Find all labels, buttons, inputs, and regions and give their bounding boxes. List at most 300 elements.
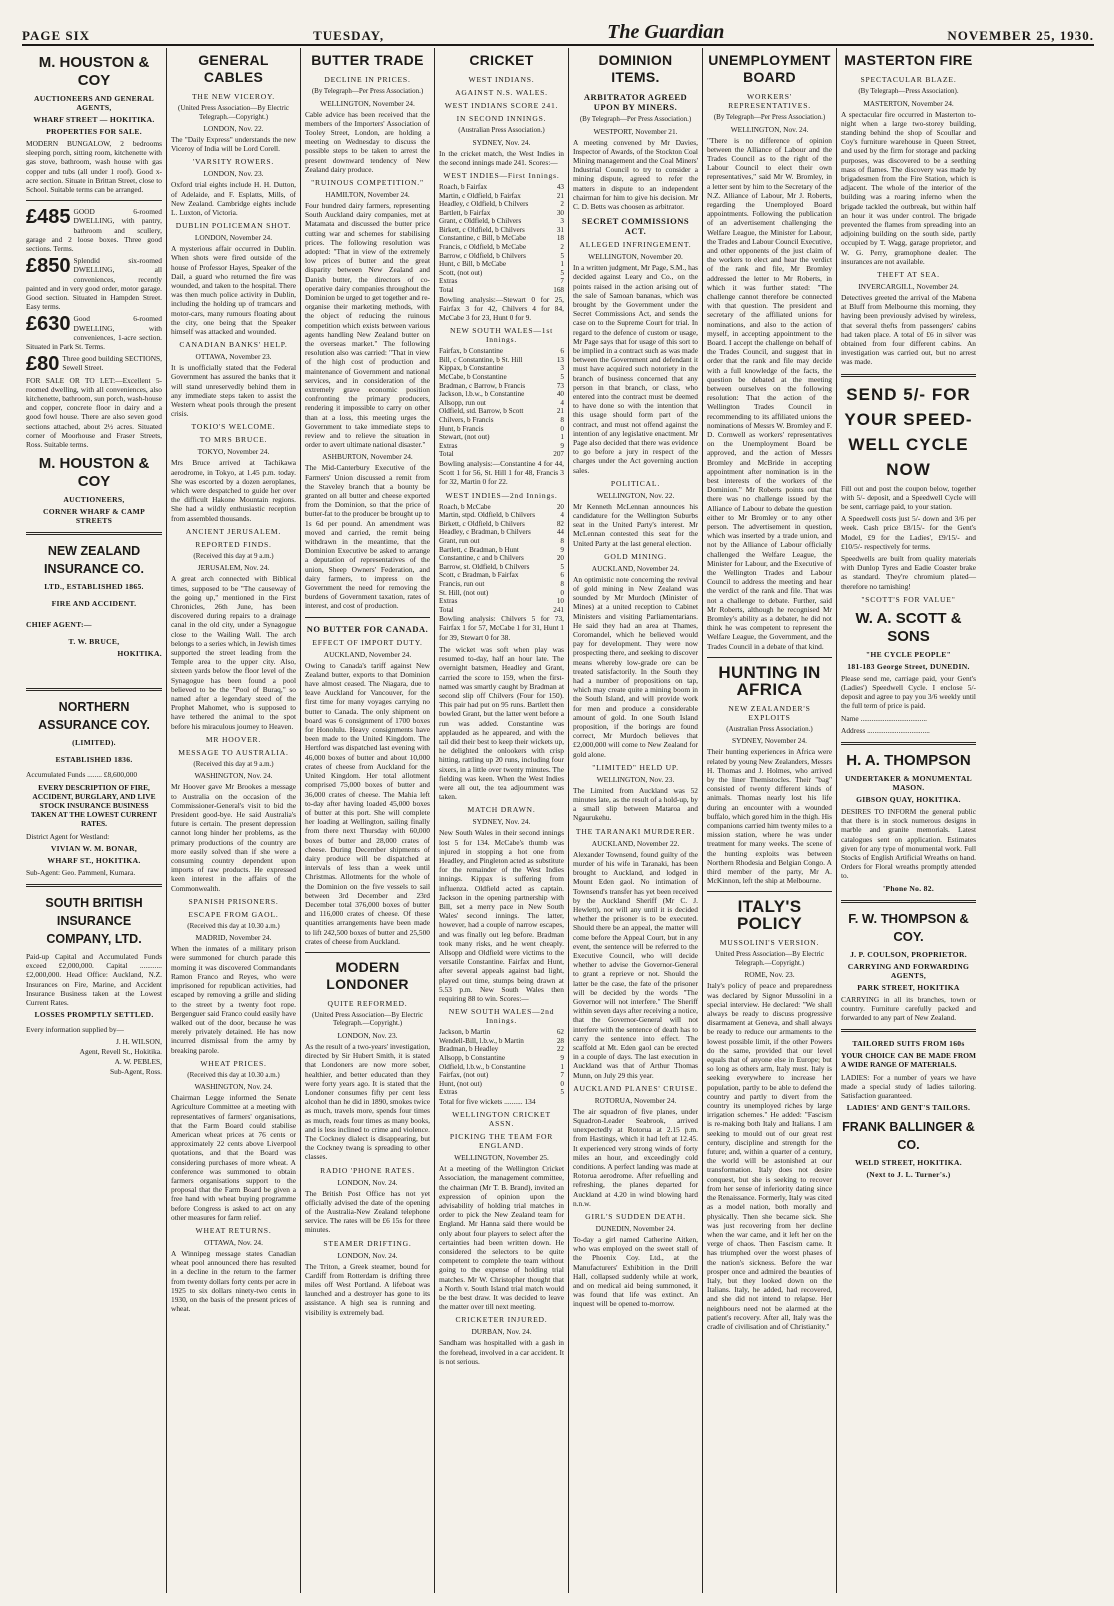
subhead: WEST INDIANS. [468, 75, 535, 84]
batsman-entry: Allsopp, b Constantine [439, 1053, 506, 1062]
dateline: LONDON, Nov. 22. [203, 124, 264, 133]
scorecard-row [439, 433, 564, 442]
houston-corner-address: CORNER WHARF & CAMP STREETS [42, 507, 146, 526]
article-text: Mrs Bruce arrived at Tachikawa aerodrome, in Tokyo, at 1.45 p.m. today. She was escorted by a dozen aeroplanes, which were despatched to guide her over the difficult Hakone Mountain regions. She had a wildly enthusiastic reception from assembled thousands. [171, 458, 296, 523]
article-text: At a meeting of the Wellington Cricket Association, the management committee, the chairman (Mr T. B. Brand), invited an expression of opinion upon the advisability of holding trial matches in order to pick the New Zealand team for England. Mr Hanna said there would be only about four players to select after the certainties had been written down. He considered the selectors to be quite competent to complete the team without going to the expense of holding trial matches. Mr W. Christopher thought that a North v. South Island trial match would be the best draw. It was decided to leave the matter over till next meeting. [439, 1164, 564, 1312]
dateline: WELLINGTON, Nov. 24. [730, 124, 809, 134]
article-text: A Winnipeg message states Canadian wheat pool announced there has resulted in a decline in the return to the farmer from twenty dollars forty cents per acre in 1925 to six dollars ninety-two cents in 1930, on the basis of the present prices of wheat. [171, 1249, 296, 1314]
batsman-entry: McCabe, b Constantine [439, 373, 507, 382]
northern-assurance-title: NORTHERN ASSURANCE COY. [38, 700, 150, 733]
dateline: WASHINGTON, Nov. 24. [194, 1082, 273, 1092]
column-butter-trade [300, 48, 434, 1593]
scorecard-row [439, 450, 564, 459]
ha-thompson-address: GIBSON QUAY, HOKITIKA. [856, 795, 961, 805]
subhead: ARBITRATOR AGREED UPON BY MINERS. [583, 92, 688, 112]
column-cricket [434, 48, 568, 1593]
article-text: Oxford trial eights include H. H. Dutton, of Adelaide, and F. Esplatts, Mills, of New Zealand. Cambridge eights include L. Luxton, of Victoria. [171, 180, 296, 218]
batsman-entry: Constantine, c and b Chilvers [439, 554, 524, 563]
dateline: LONDON, Nov. 23. [337, 1030, 398, 1040]
batsman-entry: Jackson, b Martin [439, 1028, 491, 1037]
dateline: OTTAWA, November 23. [195, 352, 272, 362]
district-agent-label: District Agent for Westland: [26, 831, 110, 841]
batsman-runs: 168 [553, 286, 564, 295]
article-text: Mr Hoover gave Mr Brookes a message to Australia on the occasion of the Commissioner-General's visit to bid the President good-bye. He said Australia's future is certain. The present depression cannot long hinder her problems, as the primary productions of the country are more easily solved than if she were a consuming country dependent upon imports of raw products. He expressed keen interest in the affairs of the Commonwealth. [171, 782, 296, 893]
batsman-entry: St. Hill, (not out) [439, 588, 489, 597]
ha-thompson-trade: UNDERTAKER & MONUMENTAL MASON. [844, 774, 972, 793]
subhead: SPECTACULAR BLAZE. [860, 75, 957, 84]
ballinger-address: WELD STREET, HOKITIKA. [855, 1158, 962, 1168]
scorecard-row [439, 1063, 564, 1072]
newspaper-page [22, 48, 1094, 1593]
batsman-entry: Extras [439, 1088, 458, 1097]
speedwell-ad-line: SEND 5/- FOR [846, 384, 971, 404]
batsman-entry: Headley, c Bradman, b Chilvers [439, 528, 531, 537]
press-credit: United Press Association—By Electric Telegraph.—Copyright.) [715, 950, 824, 967]
italys-policy-heading: ITALY'S POLICY [736, 897, 803, 934]
bungalow-listing: MODERN BUNGALOW, 2 bedrooms sleeping porch, sitting room, kitchenette with gas stove, bathroom, wash house with gas copper and tubs (all under 1 roof). Good x-acre section. Situate in Brittan Street, close to School. Suitable terms can be arranged. [26, 139, 162, 195]
ha-thompson-text: DESIRES TO INFORM the general public that there is in stock numerous designs in marble and granite memorials. Latest catalogues sent on application. Estimates given for any type of monumental work. Full Stocks of English Artificial Wreaths on hand. Orders for Floral wreaths promptly attended to. [841, 807, 976, 881]
article-text: Cable advice has been received that the members of the Importers' Association of Tooley Street, London, are holding a meeting on Wednesday to discuss the possible steps to be taken to arrest the present downward tendency of New Zealand dairy produce. [305, 109, 430, 174]
subhead: "LIMITED" HELD UP. [592, 762, 679, 772]
subhead: ESCAPE FROM GAOL. [188, 909, 279, 919]
batsman-entry: Constantine, c Bill, b McCabe [439, 234, 527, 243]
scorecard-row [439, 364, 564, 373]
page-number: PAGE SIX [22, 28, 91, 43]
scorecard-row [439, 373, 564, 382]
scorecard-row [439, 356, 564, 365]
press-credit: (By Telegraph—Per Press Association.) [311, 87, 424, 95]
article-text: The "Daily Express" understands the new Viceroy of India will be Lord Corell. [171, 135, 296, 154]
scorecard-row [439, 390, 564, 399]
batsman-runs: 20 [556, 502, 564, 511]
houston-ad-address: WHARF STREET — HOKITIKA. [33, 115, 155, 124]
column-general-cables [166, 48, 300, 1593]
speedwell-ad-line: NOW [886, 459, 931, 479]
subhead: WHEAT PRICES. [200, 1058, 267, 1068]
scorecard-wi-first [439, 183, 564, 295]
fw-thompson-proprietor: J. P. COULSON, PROPRIETOR. [850, 949, 967, 959]
batsman-entry: Total [439, 450, 454, 459]
batsman-runs: 9 [560, 545, 564, 554]
scorecard-row [439, 606, 564, 615]
dateline: DUNEDIN, November 24. [595, 1224, 676, 1233]
speedwell-quality-text: Speedwells are built from quality materials with Dunlop Tyres and Eadie Coaster brake as standard. They're chromium plated—therefore no tarnishing! [841, 554, 976, 591]
subhead: AUCKLAND PLANES' CRUISE. [573, 1083, 698, 1093]
batsman-runs: 1 [560, 260, 564, 269]
scorecard-row [439, 1028, 564, 1037]
scorecard-row [439, 234, 564, 243]
scorecard-row [439, 520, 564, 529]
speedwell-price-text: A Speedwell costs just 5/- down and 3/6 per week. Cash price £8/15/- for the Gent's Model, £9 for the Ladies', £9/15/- and £10/5/- respectively for terms. [841, 514, 976, 551]
batsman-entry: Kippax, b Constantine [439, 364, 504, 373]
scorecard-row [439, 1080, 564, 1089]
article-text: To-day a girl named Catherine Aitken, who was employed on the sweet stall of the Phoenix Coy. Ltd., at the Manufacturers' Exhibition in the Drill Hall, collapsed suddenly while at work, and on medical aid being summoned, it was found that life was extinct. An inquest will be opened to-morrow. [573, 1235, 698, 1309]
batsman-entry: Jackson, l.b.w., b Constantine [439, 390, 525, 399]
scorecard-row [439, 243, 564, 252]
subhead: GOLD MINING. [604, 551, 667, 561]
masthead-date: NOVEMBER 25, 1930. [947, 28, 1094, 43]
bowling-analysis: Bowling analysis: Chilvers 5 for 73, Fairfax 1 for 57, McCabe 1 for 31, Hunt 1 for 39, Stewart 0 for 38. [439, 614, 564, 642]
batsman-runs: 0 [560, 588, 564, 597]
dateline: WESTPORT, November 21. [593, 126, 678, 136]
dateline: JERUSALEM, Nov. 24. [197, 563, 270, 573]
batsman-entry: Bartlett, c Bradman, b Hunt [439, 545, 519, 554]
tailors-label: LADIES' AND GENT'S TAILORS. [846, 1103, 971, 1113]
column-advertisements-left [22, 48, 166, 1593]
subhead: SPANISH PRISONERS. [188, 896, 279, 906]
batsman-runs: 4 [560, 511, 564, 520]
subhead: REPORTED FINDS. [195, 539, 272, 549]
batsman-entry: Roach, b Fairfax [439, 182, 488, 191]
column-advertisements-right [836, 48, 980, 1593]
modern-londoner-heading: MODERN LONDONER [326, 958, 409, 992]
scorecard-row [439, 183, 564, 192]
scorecard-row [439, 1088, 564, 1097]
chief-agent-name: T. W. BRUCE, [68, 637, 120, 647]
subhead: NO BUTTER FOR CANADA. [306, 623, 429, 634]
wa-scott-title: W. A. SCOTT & SONS [855, 609, 962, 645]
article-text: Detectives greeted the arrival of the Mabena at Bluff from Melbourne this morning, they having been previously advised by wireless, that several thefts from passengers' cabins had taken place. A total of £6 in silver was obtained from four different cabins. An investigation was carried out, but no arrest was made. [841, 292, 976, 367]
scorecard-row [439, 546, 564, 555]
batsman-entry: Martin, stpd. Oldfield, b Chilvers [439, 511, 536, 520]
subhead: THE NEW VICEROY. [191, 92, 276, 101]
batsman-runs: 20 [556, 554, 564, 563]
batsman-entry: Fairfax, b Constantine [439, 347, 504, 356]
losses-settled: LOSSES PROMPTLY SETTLED. [34, 1010, 154, 1020]
received-note: (Received this day at 10.30 a.m.) [187, 1070, 280, 1079]
article-text: The air squadron of five planes, under Squadron-Leader Seabrook, arrived unexpectedly at Rotorua at 2.15 p.m. from Hastings, which it had left at 12.45. It experienced very strong winds of forty miles an hour, and exceedingly cold conditions. A perfect landing was made at Rotorua aerodrome. After refuelling and refreshing, the planes departed for Auckland at 4.20 in wind blowing hard n.n.w. [573, 1106, 698, 1208]
batsman-entry: Stewart, (not out) [439, 433, 490, 442]
fw-thompson-address: PARK STREET, HOKITIKA [857, 982, 960, 992]
batsman-entry: Oldfield, std. Barrow, b Scott [439, 407, 524, 416]
houston-ad-subtitle: AUCTIONEERS AND GENERAL AGENTS, [34, 94, 154, 112]
bowling-analysis: Bowling analysis:—Constantine 4 for 44, Scott 1 for 56, St. Hill 1 for 48, Francis 3 for 32, Martin 0 for 22. [439, 458, 564, 487]
batsman-runs: 21 [556, 407, 564, 416]
dateline: INVERCARGILL, November 24. [858, 281, 959, 291]
article-text: "There is no difference of opinion between the Alliance of Labour and the Trades Council as to the right of the Labour Council to elect their own representatives," said Mr W. Bromley, in a letter sent by him to the Secretary of the N.Z. Alliance of Labour, Mr J. Roberts, regarding the Unemployed Board appointments. Following the publication of an advertisement challenging the Welfare League, the Minister for Labour, the Trades and Labour Council Executive, and other opponents of the just claim of the workers to elect and hear the verdict of the rank and file, Mr Bromley addressed the letter to Mr Roberts, in which it was further stated: "The challenge cannot therefore be connected with that question. The president and secretary of the affiliated unions for nominations, and also to the action of myself, in accepting appointment to the Board. I accept the challenge on behalf of the Trades Council, and suggest that in order that the rank and file may decide with a full knowledge of the facts, the question be debated at the meeting between ourselves on the following resolution: That the action of the Wellington Trades Council in recommending to its affiliated unions the nominations of Messrs W. Bromley and F. D. Cornwell as workers' representatives on the Unemployment Board be approved, and the action of Messrs Bromley and McBride in accepting appointment after nomination is in the best interests of the workers of the Dominion." Mr Roberts points out that there was no challenge issued by the Alliance of Labour to debate the question either to Mr Bromley or to any other person. The advertisement in question, which was inserted by a trade union, and not by the Alliance of Labour officially challenged the Welfare League, the Minister for Labour, and the Executive of the Wellington Trades and Labour Council to address the meeting and hear the verdict of the rank and file. That was not a challenge to debate. Further, said Mr Roberts, although he recognised Mr Bromley's ability as a debater, he did not think he was competent to represent the Welfare League, the Government, and the Trades Council in a debate of that kind. [707, 135, 832, 651]
article-text: A meeting convened by Mr Davies, Inspector of Awards, of the Stockton Coal Mining management and the Coal Miners' Industrial Council to try to consider a mining dispute, agreed to refer the matters in dispute to an independent chairman for him to give his decision. Mr C. D. Betts was choosen as arbitrator. [573, 137, 698, 211]
column-dominion-items [568, 48, 702, 1593]
subhead: TOKIO'S WELCOME. [191, 422, 276, 432]
scorecard-row [439, 571, 564, 580]
batsman-runs: 6 [560, 347, 564, 356]
batsman-entry: Total [439, 286, 454, 295]
batsman-runs: 62 [556, 1028, 564, 1037]
article-text: The Limited from Auckland was 52 minutes late, as the result of a hold-up, by a small slip between Mataroa and Ngaurukehu. [573, 785, 698, 823]
subhead: GIRL'S SUDDEN DEATH. [585, 1212, 686, 1221]
scorecard-row [439, 192, 564, 201]
article-text: As the result of a two-years' investigation, directed by Sir Hubert Smith, it is stated that Londoners are now more sober, healthier, and better educated than they were forty years ago. It is stated that the Londoner consumes fifty per cent less alcohol than he did in 1890, smokes twice as much, travels more, spends four times as much, reads four times as many books, and is less inclined to crime and violence. The Cockney dialect is disappearing, but the Cockney twang is spreading to other classes. [305, 1041, 430, 1162]
batsman-entry: Allsopp, run out [439, 398, 486, 407]
dateline: DURBAN, Nov. 24. [471, 1327, 532, 1337]
article-text: Chairman Legge informed the Senate Agriculture Committee at a meeting with representatives of farmers' organisations, that the Farm Board could stabilise American wheat prices at 76 cents or approximately 22 cents above Liverpool quotations, and that the Board was considering purchases of more wheat. A conference was summoned to obtain farmers organisations support to the proposal that the Farm Board be given a free hand with wheat buying programme before Congress is asked to act on any other measures for farm relief. [171, 1093, 296, 1222]
scorecard-row [439, 537, 564, 546]
article-text: New South Wales in their second innings lost 5 for 134. McCabe's thumb was injured in stopping a hot one from Headley, and Pingleton acted as substitute for the remainder of the West Indies innings. Kippax is suffering from influenza. Oldfield acted as captain. Jackson in the opening partnership with Bill, set a merry pace in New South Wales' second innings. The latter, however, had a couple of narrow escapes, and was finally out leg before. Bradman took many risks, and he went cheaply. Allsopp and Oldfield were victims to the versatile Constantine. Fairfax and Hunt, after several appeals against bad light, played out time, stumps being drawn at 5.53 p.m. New South Wales then requiring 88 to win. Scores:— [439, 828, 564, 1003]
press-credit: (By Telegraph—Per Press Association.) [579, 115, 692, 123]
subhead: AGAINST N.S. WALES. [455, 88, 548, 97]
batsman-runs: 8 [560, 536, 564, 545]
subhead: THEFT AT SEA. [877, 269, 940, 279]
batsman-entry: Extras [439, 277, 458, 286]
subhead: EFFECT OF IMPORT DUTY. [312, 637, 423, 647]
received-note: (Received this day at 10.30 a.m.) [187, 921, 280, 930]
batsman-runs: 5 [560, 1088, 564, 1097]
article-text: Italy's policy of peace and preparedness was declared by Signor Mussolini in a special interview. He declared: "We shall always be ready to discuss progressive disarmament at Geneva, and shall always be ready to reduce our armaments to the lowest possible limit, if the other Powers do the same, provided that our level equals that of anyone else in Europe; but so long as others arm, Italy must. Italy is seeking everywhere to increase her population, partly to be able to defend the country and partly to divert from the country its unemployed riches by large irrigation schemes." He added: "Fascism is re-making both Italy and Italians. I am seeking to mould out of our great rest century, discipline and strength for the future; and, within a quarter of a century, the world will be astonished at our transformation. Italy does not desire conquest, but she is seeking to recover from her sense of inferiority dating since the Renaissance. Formerly, Italy was cited as a model nation, both morally and physically. Then she became sick. She was just recovering from her decline when the war came, and it left her on the verge of chaos. Then Fascism came. It has triumphed over the worst phases of the nation's sickness. Before the war prosper once and admired the beauties of Italy, but they looked down on the Italians. Italy, he added, had recovered, and she did not intend to relapse. Her neighbours need not be alarmed at the patient's recovery. After all, Italy was the cradle of civilisation and of Christianity." [707, 981, 832, 1331]
scorecard-row [439, 260, 564, 269]
batsman-entry: Scott, (not out) [439, 268, 483, 277]
batsman-runs: 9 [560, 1053, 564, 1062]
dateline: ROTORUA, November 24. [594, 1095, 677, 1105]
scorecard-row [439, 580, 564, 589]
scorecard-row [439, 1045, 564, 1054]
article-text: The wicket was soft when play was resumed to-day, half an hour late. The overnight batsmen, Headley and Grant, carried the score to 159, when the first-named was smartly caught by Bradman at second slip off Chilvers (Four for 150). This pair had put on 95 runs. Bartlett then bowled Grant, but the latter went before a run was added. Constantine was applauded as he appeared, and with the tail did their best to keep their wickets up, he delighted the onlookers with crisp hitting, rattling up 20 runs, including four sixers, in a little over twenty minutes. The fielding was keen. When the West Indies were all out, the tea adjournment was taken. [439, 644, 564, 802]
dateline: WELLINGTON, November 20. [588, 252, 683, 262]
innings-heading: NEW SOUTH WALES—1st Innings. [449, 326, 554, 345]
listing-text: Splendid six-roomed DWELLING, all conveniences, recently painted and in very good order, motor garage. Good section. Situated in Hampden Street. Easy terms. [26, 256, 162, 312]
bowling-analysis: Bowling analysis:—Stewart 0 for 25, Fairfax 3 for 42, Chilvers 4 for 84, McCabe 3 for 23, Hunt 0 for 9. [439, 294, 564, 323]
district-agent-address: WHARF ST., HOKITIKA. [47, 855, 141, 865]
batsman-entry: Barrow, c Oldfield, b Chilvers [439, 251, 526, 260]
batsman-runs: 1 [560, 1062, 564, 1071]
article-text: The Mid-Canterbury Executive of the Farmers' Union discussed a remit from the Staveley branch that a bounty be granted on all butter and cheese exported from the Dominion, so that the price of butter-fat to the producer be brought up to 1s 6d per pound. An amendment was moved and carried, the remit being withdrawn in the meantime, that the Dominion Executive be asked to arrange a deputation of representatives of the union, Sheep Owners' Federation, and dairy farmers, to impress on the Government the need for removing the burdens of Government taxation, rates of interest, and cost of production. [305, 463, 430, 611]
press-credit: (United Press Association—By Electric Telegraph.—Copyright.) [311, 1010, 423, 1028]
dateline: ASHBURTON, November 24. [322, 452, 413, 462]
batsman-entry: Francis, c Oldfield, b McCabe [439, 243, 527, 252]
batsman-runs: 18 [556, 234, 564, 243]
subhead: MUSSOLINI'S VERSION. [719, 938, 820, 948]
subhead: 'VARSITY ROWERS. [192, 157, 275, 167]
agent-pebles: A. W. PEBLES, [114, 1057, 162, 1067]
subhead: NEW ZEALANDER'S EXPLOITS [728, 703, 811, 722]
listing-price: £630 [26, 313, 71, 336]
northern-established: ESTABLISHED 1836. [55, 755, 133, 765]
article-text: A spectacular fire occurred in Masterton to-night when a large two-storey building, standing behind the shop of Scoullar and Coy's furniture warehouse in Queen Street, and used by the firm for storage and packing purposes, was discovered to be a seething mass of flames. The discovery was made by brigadesmen from the Fire Station, which is adjacent. The whole of the interior of the building was a roaring inferno when the brigade tackled the outbreak, but within half an hour it was under control. The brigade prevented the flames from spreading into an adjoining building on the south side, partly occupied by T. Wagg, garage proprietor, and W. G. Perry, gramophone dealer. The insurances are not available. [841, 109, 976, 266]
batsman-runs: 3 [560, 217, 564, 226]
press-credit: (By Telegraph—Per Press Association.) [713, 113, 826, 121]
article-text: Mr Kenneth McLennan announces his candidature for the Wellington Suburbs seat in the United Party's interest. Mr McLennan contested this seat for the United Party at the last general election. [573, 501, 698, 548]
batsman-entry: Wendell-Bill, l.b.w., b Martin [439, 1036, 524, 1045]
listing-text: Good 6-roomed DWELLING, with conveniences, 1-acre section. Situated in Park St. Terms. [26, 314, 162, 352]
innings-heading: WEST INDIES—First Innings. [443, 170, 560, 180]
batsman-runs: 40 [556, 390, 564, 399]
scorecard-row [439, 252, 564, 261]
article-text: Sandham was hospitalled with a gash in the forehead, involved in a car accident. It is not serious. [439, 1338, 564, 1366]
batsman-runs: 5 [560, 268, 564, 277]
newspaper-title: The Guardian [607, 21, 725, 43]
article-text: Their hunting experiences in Africa were related by young New Zealanders, Messrs H. Thomas and J. Holmes, who arrived by the liner Themistocles. Their "bag" consisted of twenty different kinds of animals. Thomas nearly lost his life during an encounter with a wounded buffalo, which gored him in the thigh. His companions carried him twenty miles to a mission station, where he was under treatment for many weeks. The scene of the hunting exploits was between Northern Rhodesia and Belgian Congo. A third member of the party, Mr A. McKinnon, left the ship at Melbourne. [707, 747, 832, 886]
batsman-runs: 28 [556, 1036, 564, 1045]
batsman-runs: 43 [556, 182, 564, 191]
agent-wilson: J. H. WILSON, [115, 1037, 162, 1047]
innings-total: Total for five wickets .......... 134 [439, 1096, 536, 1106]
listing-text: Three good building SECTIONS, Sewell Street. [62, 354, 162, 373]
subhead: ANCIENT JERUSALEM. [185, 526, 282, 536]
batsman-runs: 7 [560, 277, 564, 286]
subhead: TO MRS BRUCE. [199, 435, 268, 445]
batsman-runs: 30 [556, 208, 564, 217]
subhead: CANADIAN BANKS' HELP. [179, 340, 288, 350]
insurance-description: EVERY DESCRIPTION OF FIRE, ACCIDENT, BURGLARY, AND LIVE STOCK INSURANCE BUSINESS TAKEN AT THE LOWEST CURRENT RATES. [30, 782, 158, 829]
batsman-entry: Bradman, c Barrow, b Francis [439, 381, 526, 390]
listing-price: £80 [26, 353, 60, 376]
tailored-suits-headline: TAILORED SUITS FROM 160s [852, 1039, 965, 1049]
scorecard-row [439, 416, 564, 425]
batsman-runs: 241 [553, 605, 564, 614]
batsman-runs: 2 [560, 243, 564, 252]
article-text: An optimistic note concerning the revival of gold mining in New Zealand was sounded by Mr Murdoch (Minister of Mines) at a united reception to Cabinet Ministers and visiting Parliamentarians. He said they had an area at Thames, Coromandel, which he believed would pay for development. They were now prospecting there, and seeking to discover means whereby low-grade ore can be treated satisfactorily. In the South they had a number of propositions on tap, which may create quite a mining boom in the South Island, and will provide work for men and produce a considerable amount of gold. In one South Island proposition, if the borings are found correct, Mr Murdoch believes that £2,000,000 will come to New Zealand for gold alone. [573, 574, 698, 759]
subhead: MATCH DRAWN. [467, 805, 536, 815]
south-british-title: SOUTH BRITISH INSURANCE COMPANY, LTD. [45, 895, 143, 946]
dateline: SYDNEY, November 24. [732, 736, 807, 746]
subhead: POLITICAL. [610, 478, 661, 488]
subhead: "RUINOUS COMPETITION." [311, 177, 424, 187]
article-text: The Triton, a Greek steamer, bound for Cardiff from Rotterdam is drifting three miles off West Portland. A lifeboat was launched and a destroyer has gone to its assistance. A high sea is running and visibility is extremely bad. [305, 1261, 430, 1317]
fw-thompson-trade: CARRYING AND FORWARDING AGENTS, [847, 961, 970, 980]
speedwell-coupon-text: Fill out and post the coupon below, together with 5/- deposit, and a Speedwell Cycle will be sent, carriage paid, to your station. [841, 483, 976, 511]
scorecard-row [439, 217, 564, 226]
batsman-entry: Grant, c Oldfield, b Chilvers [439, 217, 522, 226]
subhead: WELLINGTON CRICKET ASSN. [452, 1110, 551, 1129]
scorecard-row [439, 399, 564, 408]
subhead: THE TARANAKI MURDERER. [575, 826, 696, 836]
article-text: In the cricket match, the West Indies in the second innings made 241. Scores:— [439, 148, 564, 167]
district-agent-name: VIVIAN W. M. BONAR, [50, 843, 138, 853]
dateline: WELLINGTON, Nov. 23. [596, 774, 675, 784]
press-credit: (Australian Press Association.) [726, 724, 813, 733]
masthead [22, 18, 1094, 46]
scorecard-row [439, 1037, 564, 1046]
dateline: AUCKLAND, November 24. [323, 649, 412, 659]
article-text: In a written judgment, Mr Page, S.M., has decided against Leary and Co., on the points raised in the action arising out of the sale of Samoan bananas, which was brought by the Government under the Secret Commissions Act, and sends the case on to the Supreme Court for trial. In regard to the defence of custom or usage, Mr Page says that for usage of this sort to be implied in a contract such as was made between the Government and defendant it must have acquired such notoriety in the branch of business concerned that any person in that branch, or class, who entered into the contract must be deemed to have done so with the intention that this usage should form part of the contract, and must not offend against the intention of any legislative enactment. Mr Page also decided that there was evidence to go before a jury in respect of the charges under the Act governing auction sales. [573, 263, 698, 475]
batsman-entry: Bradman, b Headley [439, 1045, 499, 1054]
article-text: When the inmates of a military prison were summoned for church parade this morning it was discovered Commandants Ramon Franco and Reyes, who were imprisoned for republican activities, had escaped by removing a grille and sliding to the street by a twenty foot rope. Bergenguer said Franco could easily have walked out of the door, because he was merely privately detained. He has now incurred dismissal from the army by breaking parole. [171, 944, 296, 1055]
received-note: (Received this day at 9 a.m.) [193, 759, 274, 768]
innings-heading: NEW SOUTH WALES—2nd Innings. [448, 1007, 555, 1026]
batsman-runs: 0 [560, 424, 564, 433]
article-text: Alexander Townsend, found guilty of the murder of his wife in Taranaki, has been brought to Auckland, and lodged in Mount Eden gaol. No intimation of Townsend's transfer has yet been received by the Auckland Sheriff (Mr C. J. Hewlett), nor will any until it is decided whether the prisoner is to be executed. Should there be an appeal, the matter will come before the Appeal Court, but in any event, the sentence will be referred to the Executive Council, who will decide whether to advise the Governor-General to grant a reprieve or not. Should the latter be the case, the fate of the prisoner will be decided by the words "The Governor will not interfere." The Sheriff within seven days after receiving a notice, that the Governor-General will not interfere with the sentence of death has to carry the sentence into effect. The scaffold at Mt. Eden gaol can be erected in a couple of days. The last execution in Auckland was that of Arthur Thomas Munn, on July 29 this year. [573, 849, 698, 1080]
chief-agent-label: CHIEF AGENT:— [26, 620, 92, 630]
batsman-runs: 5 [560, 373, 564, 382]
agent-wilson-address: Agent, Revell St., Hokitika. [79, 1047, 162, 1057]
butter-trade-heading: BUTTER TRADE [311, 52, 424, 68]
batsman-entry: Extras [439, 597, 458, 606]
wa-scott-tagline: "HE CYCLE PEOPLE" [865, 649, 952, 659]
batsman-entry: Roach, b McCabe [439, 502, 491, 511]
batsman-runs: 207 [553, 450, 564, 459]
subhead: WHEAT RETURNS. [195, 1226, 272, 1236]
subhead: "SCOTT'S FOR VALUE" [861, 594, 956, 604]
innings-heading: WEST INDIES—2nd Innings. [445, 490, 558, 500]
masterton-fire-heading: MASTERTON FIRE [844, 52, 973, 68]
dateline: LONDON, Nov. 24. [337, 1250, 398, 1260]
scorecard-nsw-first [439, 347, 564, 459]
batsman-runs: 1 [560, 433, 564, 442]
batsman-entry: Barrow, st. Oldfield, b Chilvers [439, 562, 530, 571]
batsman-runs: 8 [560, 415, 564, 424]
info-supplied-by: Every information supplied by— [26, 1025, 124, 1035]
unemployment-board-heading: UNEMPLOYMENT BOARD [708, 52, 831, 85]
scorecard-row [439, 503, 564, 512]
scorecard-nsw-second [439, 1028, 564, 1097]
subhead: MR HOOVER. [205, 734, 262, 744]
dateline: TOKYO, November 24. [197, 447, 270, 457]
fw-thompson-title: F. W. THOMPSON & COY. [848, 910, 969, 944]
dateline: MADRID, November 24. [195, 933, 272, 943]
received-note: (Received this day at 9 a.m.) [193, 551, 274, 560]
scorecard-row [439, 1054, 564, 1063]
scorecard-row [439, 597, 564, 606]
article-text: Owing to Canada's tariff against New Zealand butter, exports to that Dominion have almost ceased. The Niagara, due to leave Auckland for Vancouver, for the first time for many voyages carrying no butter to Canada. The only shipment on board was 6 consignment of 1700 boxes for Honolulu. Heavy consignments have been made to the United Kingdom. The Hertford was dispatched last evening with 46,000 boxes of butter and about 10,000 crates of cheese from Auckland for the United Kingdom. Her total allotment comprised 75,000 boxes of butter and 36,000 crates of cheese. The Mahia left to-day after having loaded 45,000 boxes of butter at this port. She will complete her loading at Wellington, sailing finally from there next Thursday with 60,000 boxes of butter and 28,000 crates of cheese. During December shipments of dairy produce will be dispatched at intervals of less than a week until Christmas. Allotments for the whole of the Dominion on the five vessels to sail between 3rd December and 23rd December total 376,000 boxes of butter and 116,000 crates of cheese. Of these quantities arrangements have been made to lift 242,500 boxes of butter and 25,500 crates of cheese from Auckland. [305, 660, 430, 946]
scorecard-row [439, 269, 564, 278]
auctioneers-label: AUCTIONEERS, [63, 495, 125, 505]
properties-heading: PROPERTIES FOR SALE. [46, 127, 142, 136]
south-british-capital: Paid-up Capital and Accumulated Funds exceed £2,000,000. Capital ............ £2,000,000. Head Office: Auckland, N.Z. Insurances on Fire, Marine, and Accident Insurance Business taken at the Lowest Current Rates. [26, 951, 162, 1007]
ha-thompson-phone: 'Phone No. 82. [882, 883, 935, 893]
accumulated-funds: Accumulated Funds ........ £8,600,000 [26, 770, 138, 780]
order-form-address: Address .................................. [841, 725, 930, 735]
batsman-runs: 31 [556, 225, 564, 234]
scorecard-row [439, 200, 564, 209]
order-form-name: Name .................................... [841, 713, 928, 723]
batsman-runs: 7 [560, 1071, 564, 1080]
subhead: WEST INDIANS SCORE 241. [444, 101, 559, 110]
batsman-runs: 5 [560, 251, 564, 260]
press-credit: (United Press Association—By Electric Telegraph.—Copyright.) [177, 104, 289, 121]
scorecard-row [439, 563, 564, 572]
scorecard-row [439, 528, 564, 537]
agent-pebles-address: Sub-Agent, Ross. [110, 1067, 162, 1077]
batsman-runs: 10 [556, 597, 564, 606]
order-form-text: Please send me, carriage paid, your Gent's (Ladies') Speedwell Cycle. I enclose 5/- deposit and agree to pay you 3/6 weekly until the full term of price is paid. [841, 673, 976, 711]
batsman-runs: 5 [560, 562, 564, 571]
article-text: It is unofficially stated that the Federal Government has assured the banks that it will stand unreservedly behind them in any immediate steps taken to assist the Western wheat pools through the present crisis. [171, 363, 296, 419]
batsman-entry: Hunt, (not out) [439, 1079, 482, 1088]
batsman-runs: 44 [556, 528, 564, 537]
listing-text: GOOD 6-roomed DWELLING, with pantry, bathroom and scullery, garage and 2 loose boxes. Three good sections. Terms. [26, 207, 162, 254]
dateline: WELLINGTON, November 25. [454, 1153, 549, 1163]
nz-insurance-established: LTD., ESTABLISHED 1865. [44, 582, 144, 592]
subhead: RADIO 'PHONE RATES. [320, 1165, 415, 1175]
batsman-runs: 9 [560, 441, 564, 450]
batsman-runs: 73 [556, 381, 564, 390]
batsman-entry: Oldfield, l.b.w., b Constantine [439, 1062, 526, 1071]
dominion-items-heading: DOMINION ITEMS. [598, 52, 673, 85]
sub-agent: Sub-Agent: Geo. Pammenl, Kumara. [26, 867, 136, 877]
ballinger-title: FRANK BALLINGER & CO. [842, 1120, 975, 1153]
scorecard-row [439, 277, 564, 286]
dateline: WELLINGTON, November 24. [320, 98, 415, 108]
subhead: CRICKETER INJURED. [455, 1315, 548, 1325]
batsman-entry: Hunt, c Bill, b McCabe [439, 260, 507, 269]
batsman-entry: Hunt, b Francis [439, 424, 484, 433]
batsman-runs: 8 [560, 579, 564, 588]
dateline: HAMILTON, November 24. [325, 189, 410, 199]
subhead: PICKING THE TEAM FOR ENGLAND. [449, 1132, 554, 1151]
batsman-runs: 22 [556, 1045, 564, 1054]
batsman-entry: Bartlett, b Fairfax [439, 208, 491, 217]
cricket-heading: CRICKET [469, 52, 534, 68]
ballinger-next-to: (Next to J. L. Turner's.) [866, 1170, 951, 1180]
northern-limited: (LIMITED). [72, 738, 116, 748]
scorecard-row [439, 209, 564, 218]
tailored-ladies: LADIES: For a number of years we have made a special study of ladies tailoring. Satisfaction guaranteed. [841, 1072, 976, 1101]
scorecard-row [439, 226, 564, 235]
scorecard-row [439, 442, 564, 451]
for-sale-or-let: FOR SALE OR TO LET:—Excellent 5-roomed dwelling, with all conveniences, also kitchenette, bathroom, sun porch, wash-house and copper, concrete floor in dairy and a good fowl house. There are also seven good sections attached, about 2½ acres. Situated corner of Moorhouse and Fraser Streets, Ross. Suitable terms. [26, 375, 162, 450]
batsman-entry: Birkett, c Oldfield, b Chilvers [439, 225, 525, 234]
dateline: ROME, Nov. 23. [744, 970, 795, 980]
scorecard-row [439, 554, 564, 563]
